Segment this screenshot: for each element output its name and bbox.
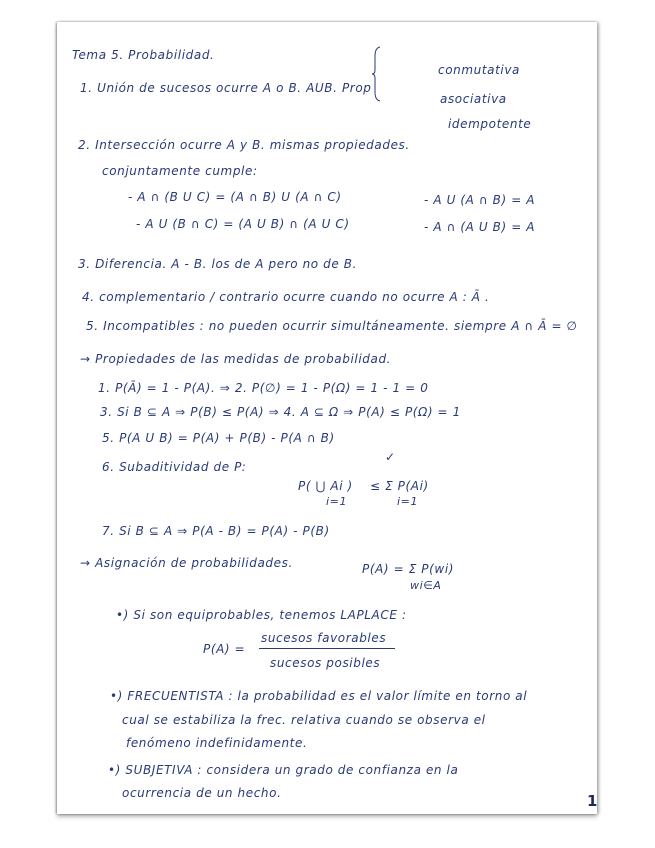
assignment-formula: P(A) = Σ P(wi) [362, 562, 455, 576]
distributive-formula-c: - A U (B ∩ C) = (A U B) ∩ (A U C) [136, 217, 350, 231]
complement-definition: 4. complementario / contrario ocurre cuando no ocurre A : Ā . [82, 290, 490, 304]
property-6: 6. Subaditividad de P: [102, 460, 247, 474]
subadditivity-lhs-limits: i=1 [326, 495, 348, 508]
property-1-2: 1. P(Ā) = 1 - P(A). ⇒ 2. P(∅) = 1 - P(Ω) = 1 - 1 = 0 [98, 381, 429, 395]
laplace-numerator: sucesos favorables [261, 631, 387, 645]
prop-commutative: conmutativa [438, 63, 520, 77]
property-5: 5. P(A U B) = P(A) + P(B) - P(A ∩ B) [102, 431, 335, 445]
subadditivity-rhs: ≤ Σ P(Ai) [370, 479, 429, 493]
check-mark: ✓ [385, 450, 396, 464]
property-7: 7. Si B ⊆ A ⇒ P(A - B) = P(A) - P(B) [102, 524, 330, 538]
distributive-formula-a: - A ∩ (B U C) = (A ∩ B) U (A ∩ C) [128, 190, 342, 204]
subadditivity-lhs: P( ⋃ Ai ) [298, 479, 353, 493]
prop-idempotent: idempotente [448, 117, 532, 131]
absorption-formula-d: - A ∩ (A U B) = A [424, 220, 536, 234]
intersection-definition: 2. Intersección ocurre A y B. mismas propiedades. [78, 138, 410, 152]
brace-icon [372, 46, 382, 102]
subjective-line-2: ocurrencia de un hecho. [122, 786, 282, 800]
laplace-line: •) Si son equiprobables, tenemos LAPLACE : [116, 608, 407, 622]
page-number: 1 [587, 792, 598, 810]
union-definition: 1. Unión de sucesos ocurre A o B. AUB. Prop [80, 81, 372, 95]
incompatible-definition: 5. Incompatibles : no pueden ocurrir simultáneamente. siempre A ∩ Ā = ∅ [86, 319, 578, 333]
fraction-bar [259, 648, 395, 649]
assignment-heading: → Asignación de probabilidades. [80, 556, 293, 570]
page-title: Tema 5. Probabilidad. [72, 48, 215, 62]
prop-associative: asociativa [440, 92, 507, 106]
laplace-lhs: P(A) = [203, 642, 246, 656]
property-3-4: 3. Si B ⊆ A ⇒ P(B) ≤ P(A) ⇒ 4. A ⊆ Ω ⇒ P(A) ≤ P(Ω) = 1 [100, 405, 461, 419]
assignment-formula-sub: wi∈A [410, 579, 442, 592]
frequentist-line-3: fenómeno indefinidamente. [126, 736, 308, 750]
absorption-formula-b: - A U (A ∩ B) = A [424, 193, 536, 207]
intersection-line2: conjuntamente cumple: [102, 164, 258, 178]
frequentist-line-1: •) FRECUENTISTA : la probabilidad es el valor límite en torno al [110, 689, 528, 703]
properties-heading: → Propiedades de las medidas de probabilidad. [80, 352, 392, 366]
frequentist-line-2: cual se estabiliza la frec. relativa cuando se observa el [122, 713, 486, 727]
difference-definition: 3. Diferencia. A - B. los de A pero no de B. [78, 257, 358, 271]
subjective-line-1: •) SUBJETIVA : considera un grado de confianza en la [108, 763, 459, 777]
laplace-denominator: sucesos posibles [270, 656, 381, 670]
subadditivity-rhs-limits: i=1 [397, 495, 419, 508]
